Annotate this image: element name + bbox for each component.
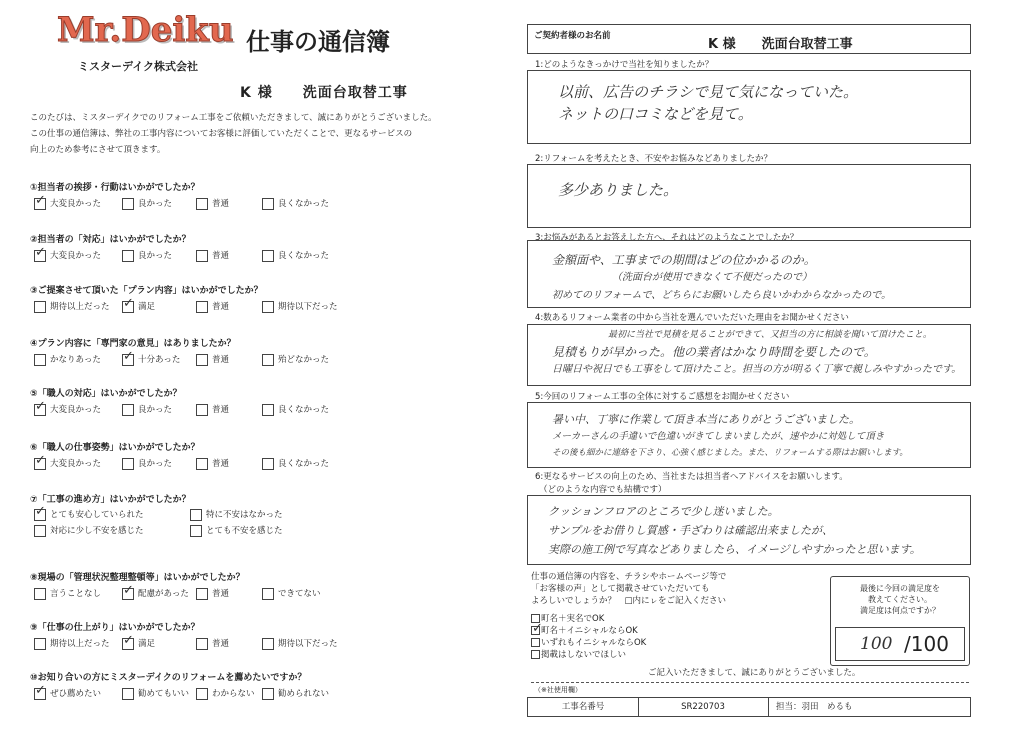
checkbox[interactable] (262, 458, 274, 470)
score-max: /100 (904, 632, 949, 656)
option-4-3[interactable] (196, 353, 229, 366)
option-5-3[interactable] (196, 403, 229, 416)
checkbox[interactable] (262, 250, 274, 262)
checkbox[interactable] (262, 198, 274, 210)
intro-line: 向上のため参考にさせて頂きます。 (30, 145, 166, 155)
checkbox[interactable] (34, 404, 46, 416)
question-3: ③ご提案させて頂いた「プラン内容」はいかがでしたか？ (30, 286, 263, 296)
checkbox[interactable] (196, 404, 208, 416)
option-label: わからない (212, 689, 255, 699)
option-4-4[interactable] (262, 353, 329, 366)
option-1-3[interactable] (196, 197, 229, 210)
answer-line: ネットの口コミなどを見て。 (558, 105, 753, 123)
option-label: とても不安を感じた (206, 526, 283, 536)
checkbox[interactable] (122, 638, 134, 650)
option-label: 良かった (138, 251, 173, 261)
option-2-2[interactable] (122, 249, 172, 262)
option-8-3[interactable] (196, 587, 229, 600)
option-1-1[interactable] (34, 197, 101, 210)
intro-text (30, 110, 450, 158)
customer-name: K 様 洗面台取替工事 (240, 85, 408, 101)
office-use-label: （※社使用欄） (534, 686, 582, 694)
answer-line: 暑い中、丁寧に作業して頂き本当にありがとうございました。 (552, 413, 860, 426)
question-2: ②担当者の「対応」はいかがでしたか？ (30, 235, 191, 245)
score-field[interactable] (835, 627, 965, 661)
option-8-4[interactable] (262, 587, 321, 600)
option-label: 期待以下だった (278, 302, 338, 312)
intro-line: このたびは、ミスターデイクでのリフォーム工事をご依頼いただきまして、誠にありがとうございました。 (30, 113, 437, 123)
option-3-1[interactable] (34, 300, 110, 313)
answer-6-box[interactable] (527, 495, 971, 565)
option-label: できてない (278, 589, 321, 599)
answer-5-box[interactable] (527, 402, 971, 468)
answer-2-box[interactable] (527, 164, 971, 228)
company-name: ミスターデイク株式会社 (78, 60, 199, 73)
option-7-1[interactable] (34, 508, 144, 521)
option-label: 大変良かった (50, 199, 102, 209)
answer-line: クッションフロアのところで少し迷いました。 (548, 505, 779, 518)
option-6-2[interactable] (122, 457, 172, 470)
option-label: 満足 (138, 639, 156, 649)
question-4: 4:数あるリフォーム業者の中から当社を選んでいただいた理由をお聞かせください (535, 313, 849, 323)
option-4-1[interactable] (34, 353, 101, 366)
option-label: 普通 (212, 251, 230, 261)
option-7-4[interactable] (190, 524, 283, 537)
answer-line: 日曜日や祝日でも工事をして頂けたこと。担当の方が明るく丁寧で親しみやすかったです。 (552, 364, 962, 375)
option-7-2[interactable] (190, 508, 283, 521)
question-3: 3:お悩みがあるとお答えした方へ、それはどのようなことでしたか？ (535, 233, 799, 243)
checkbox[interactable] (190, 509, 202, 521)
checkbox[interactable] (262, 688, 274, 700)
score-box (830, 576, 970, 666)
job-number-value: SR220703 (638, 698, 769, 716)
question-6: 6:更なるサービスの向上のため、当社または担当者へアドバイスをお願いします。 (535, 472, 848, 482)
customer-name-box (527, 24, 971, 54)
option-label: 勧められない (278, 689, 330, 699)
checkbox[interactable] (34, 525, 46, 537)
option-label: とても安心していられた (50, 510, 144, 520)
answer-line: その後も細かに連絡を下さり、心強く感じました。また、リフォームする際はお願いします。 (552, 448, 908, 458)
question-1: ①担当者の挨拶・行動はいかがでしたか？ (30, 183, 200, 193)
option-5-2[interactable] (122, 403, 172, 416)
question-8: ⑧現場の「管理状況整理整頓等」はいかがでしたか？ (30, 573, 245, 583)
option-label: 大変良かった (50, 459, 102, 469)
option-label: 普通 (212, 405, 230, 415)
option-4-2[interactable] (122, 353, 180, 366)
checkbox[interactable] (34, 301, 46, 313)
checkbox[interactable] (196, 198, 208, 210)
option-label: 勧めてもいい (138, 689, 190, 699)
checkbox[interactable] (196, 301, 208, 313)
checkbox[interactable] (262, 404, 274, 416)
option-9-3[interactable] (196, 637, 229, 650)
option-label: 大変良かった (50, 251, 102, 261)
option-3-2[interactable] (122, 300, 155, 313)
question-1: 1:どのようなきっかけで当社を知りましたか？ (535, 60, 714, 70)
option-label: 普通 (212, 199, 230, 209)
option-5-1[interactable] (34, 403, 101, 416)
answer-4-box[interactable] (527, 324, 971, 386)
checkbox[interactable] (262, 588, 274, 600)
option-label: 殆どなかった (278, 355, 330, 365)
option-label: 良くなかった (278, 199, 330, 209)
question-4: ④プラン内容に「専門家の意見」はありましたか？ (30, 339, 236, 349)
answer-line: 最初に当社で見積を見ることができて、又担当の方に相談を聞いて頂けたこと。 (608, 330, 932, 340)
question-7: ⑦「工事の進め方」はいかがでしたか？ (30, 495, 191, 505)
option-label: 良かった (138, 405, 173, 415)
score-label: 満足度は何点ですか？ (860, 606, 940, 615)
checkbox[interactable] (531, 626, 540, 635)
question-9: ⑨「仕事の仕上がり」はいかがでしたか？ (30, 623, 200, 633)
option-3-4[interactable] (262, 300, 338, 313)
option-label: 普通 (212, 589, 230, 599)
thanks-text: ご記入いただきまして、誠にありがとうございました。 (648, 668, 861, 678)
option-label: 普通 (212, 302, 230, 312)
checkbox[interactable] (122, 458, 134, 470)
name-value: K 様 洗面台取替工事 (708, 37, 853, 52)
checkbox[interactable] (196, 588, 208, 600)
publish-options (531, 612, 831, 660)
option-6-4[interactable] (262, 457, 329, 470)
checkbox[interactable] (34, 354, 46, 366)
checkbox[interactable] (122, 688, 134, 700)
option-8-1[interactable] (34, 587, 101, 600)
checkbox[interactable] (34, 198, 46, 210)
divider (531, 682, 969, 683)
checkbox[interactable] (122, 588, 134, 600)
option-label: 良かった (138, 459, 173, 469)
question-5: 5:今回のリフォーム工事の全体に対するご感想をお聞かせください (535, 392, 790, 402)
option-label: 普通 (212, 459, 230, 469)
option-label: 言うことなし (50, 589, 102, 599)
option-9-1[interactable] (34, 637, 110, 650)
option-label: 良くなかった (278, 405, 330, 415)
option-2-3[interactable] (196, 249, 229, 262)
question-6: ⑥「職人の仕事姿勢」はいかがでしたか？ (30, 443, 200, 453)
checkbox[interactable] (190, 525, 202, 537)
checkbox[interactable] (196, 458, 208, 470)
question-2: 2:リフォームを考えたとき、不安やお悩みなどありましたか？ (535, 154, 773, 164)
checkbox[interactable] (34, 250, 46, 262)
option-label: 十分あった (138, 355, 181, 365)
answer-1-box[interactable] (527, 70, 971, 144)
option-7-3[interactable] (34, 524, 144, 537)
publish-option-3[interactable] (531, 636, 831, 648)
checkbox[interactable] (531, 638, 540, 647)
option-label: 普通 (212, 355, 230, 365)
publish-line: 仕事の通信簿の内容を、チラシやホームページ等で (531, 572, 727, 582)
option-label: 満足 (138, 302, 156, 312)
option-10-3[interactable] (196, 687, 255, 700)
checkbox[interactable] (122, 404, 134, 416)
publish-consent (531, 571, 726, 607)
checkbox[interactable] (34, 509, 46, 521)
option-10-4[interactable] (262, 687, 329, 700)
answer-line: 初めてのリフォームで、どちらにお願いしたら良いかわからなかったので。 (552, 290, 892, 301)
option-6-3[interactable] (196, 457, 229, 470)
option-3-3[interactable] (196, 300, 229, 313)
score-label: 教えてください。 (868, 595, 932, 604)
publish-option-2[interactable] (531, 624, 831, 636)
page-title: 仕事の通信簿 (246, 28, 390, 56)
answer-line: 多少ありました。 (558, 181, 679, 199)
option-label: 特に不安はなかった (206, 510, 283, 520)
option-label: 配慮があった (138, 589, 189, 599)
answer-line: 実際の施工例で写真などありましたら、イメージしやすかったと思います。 (548, 543, 921, 556)
intro-line: この仕事の通信簿は、弊社の工事内容についてお客様に評価していただくことで、更なるサービスの (30, 129, 413, 139)
answer-line: サンプルをお借りし質感・手ざわりは確認出来ましたが、 (548, 524, 834, 537)
publish-option-label: 町名＋イニシャルならOK (541, 626, 638, 636)
answer-line: 金額面や、工事までの期間はどの位かかるのか。 (552, 253, 816, 267)
option-1-2[interactable] (122, 197, 172, 210)
answer-line: 以前、広告のチラシで見て気になっていた。 (558, 83, 859, 101)
checkbox[interactable] (34, 638, 46, 650)
score-value: 100 (860, 634, 893, 654)
checkbox[interactable] (196, 638, 208, 650)
job-number-label: 工事名番号 (528, 698, 639, 716)
question-5: ⑤「職人の対応」はいかがでしたか？ (30, 389, 182, 399)
option-label: 期待以下だった (278, 639, 338, 649)
option-10-1[interactable] (34, 687, 101, 700)
publish-option-label: 町名＋実名でOK (541, 614, 605, 624)
option-1-4[interactable] (262, 197, 329, 210)
option-label: ぜひ薦めたい (50, 689, 102, 699)
option-label: 普通 (212, 639, 230, 649)
name-label: ご契約者様のお名前 (534, 31, 611, 41)
option-5-4[interactable] (262, 403, 329, 416)
option-6-1[interactable] (34, 457, 101, 470)
answer-3-box[interactable] (527, 240, 971, 308)
company-logo: Mr.Deiku (57, 10, 234, 50)
option-label: 良かった (138, 199, 173, 209)
answer-line: （洗面台が使用できなくて不便だったので） (612, 272, 812, 283)
question-10: ⑩お知り合いの方にミスターデイクのリフォームを薦めたいですか？ (30, 673, 307, 683)
publish-line: よろしいでしょうか？ □内にㇾをご記入ください (531, 596, 727, 606)
score-label: 最後に今回の満足度を (860, 584, 940, 593)
option-2-4[interactable] (262, 249, 329, 262)
option-9-2[interactable] (122, 637, 155, 650)
question-6-note: （どのような内容でも結構です） (539, 485, 667, 495)
office-use-table (527, 697, 971, 717)
answer-line: 見積もりが早かった。他の業者はかなり時間を要したので。 (552, 345, 876, 359)
checkbox[interactable] (196, 688, 208, 700)
checkbox[interactable] (122, 354, 134, 366)
option-label: 良くなかった (278, 251, 330, 261)
option-label: 良くなかった (278, 459, 330, 469)
publish-option-4[interactable] (531, 648, 831, 660)
option-label: 大変良かった (50, 405, 102, 415)
option-8-2[interactable] (122, 587, 189, 600)
option-label: かなりあった (50, 355, 101, 365)
checkbox[interactable] (122, 301, 134, 313)
checkbox[interactable] (262, 638, 274, 650)
answer-line: メーカーさんの手違いで色違いがきてしまいましたが、速やかに対処して頂き (552, 431, 885, 442)
option-label: 対応に少し不安を感じた (50, 526, 144, 536)
publish-option-label: 掲載はしないでほしい (541, 650, 627, 660)
option-9-4[interactable] (262, 637, 338, 650)
staff-name: 担当：羽田 めるも (776, 702, 853, 712)
option-10-2[interactable] (122, 687, 189, 700)
checkbox[interactable] (122, 198, 134, 210)
checkbox[interactable] (262, 301, 274, 313)
publish-line: 「お客様の声」として掲載させていただいても (531, 584, 710, 594)
option-label: 期待以上だった (50, 302, 110, 312)
checkbox[interactable] (34, 458, 46, 470)
option-label: 期待以上だった (50, 639, 110, 649)
checkbox[interactable] (34, 688, 46, 700)
checkbox[interactable] (531, 650, 540, 659)
checkbox[interactable] (196, 250, 208, 262)
checkbox[interactable] (262, 354, 274, 366)
checkbox[interactable] (34, 588, 46, 600)
option-2-1[interactable] (34, 249, 101, 262)
checkbox[interactable] (122, 250, 134, 262)
publish-option-label: いずれもイニシャルならOK (541, 638, 647, 648)
checkbox[interactable] (196, 354, 208, 366)
